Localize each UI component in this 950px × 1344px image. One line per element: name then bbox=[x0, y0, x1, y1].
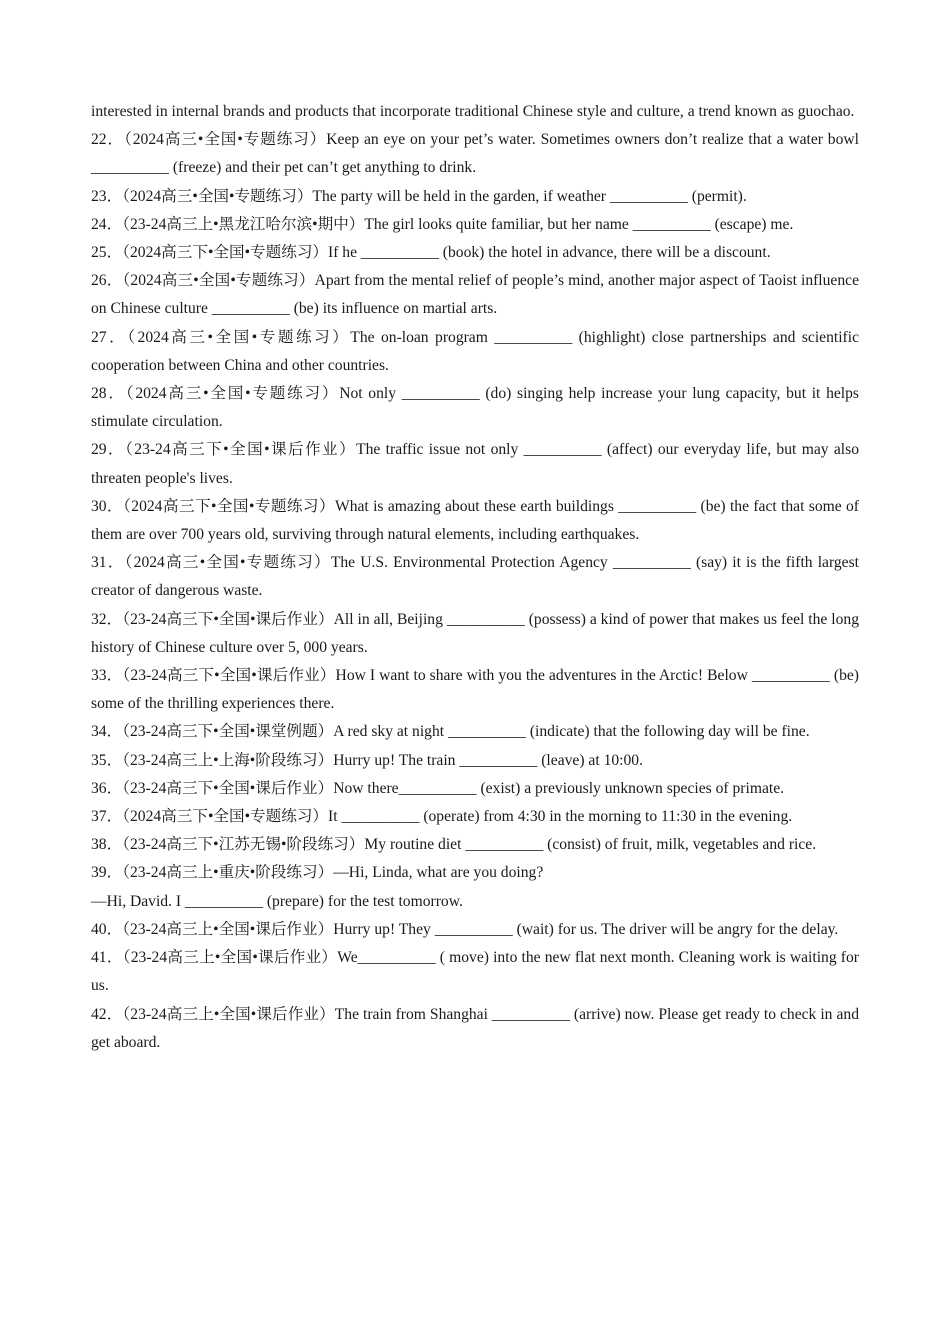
worksheet-page bbox=[91, 98, 859, 1057]
question-36: 36．（23-24高三下•全国•课后作业）Now there__________ (exist) a previously unknown species of primate. bbox=[91, 779, 785, 797]
question-38: 38．（23-24高三下•江苏无锡•阶段练习）My routine diet __________ (consist) of fruit, milk, vegetables and rice. bbox=[91, 836, 817, 854]
question-42: 42．（23-24高三上•全国•课后作业）The train from Shanghai __________ (arrive) now. Please get ready to check in and get aboard. bbox=[91, 1005, 859, 1051]
question-22: 22．（2024高三•全国•专题练习）Keep an eye on your pet’s water. Sometimes owners don’t realize that a water bowl __________ (freeze) and their pet can’t get anything to drink. bbox=[91, 131, 859, 177]
question-39: 39．（23-24高三上•重庆•阶段练习）—Hi, Linda, what are you doing? bbox=[91, 864, 544, 882]
question-40: 40．（23-24高三上•全国•课后作业）Hurry up! They __________ (wait) for us. The driver will be angry for the delay. bbox=[91, 920, 839, 938]
question-34: 34．（23-24高三下•全国•课堂例题）A red sky at night __________ (indicate) that the following day will be fine. bbox=[91, 723, 810, 741]
question-35: 35．（23-24高三上•上海•阶段练习）Hurry up! The train __________ (leave) at 10:00. bbox=[91, 751, 643, 769]
intro-paragraph: interested in internal brands and products that incorporate traditional Chinese style and culture, a trend known as guochao. bbox=[91, 103, 855, 120]
question-33: 33．（23-24高三下•全国•课后作业）How I want to share with you the adventures in the Arctic! Below __________ (be) some of the thrilling experiences there. bbox=[91, 667, 859, 713]
question-41: 41．（23-24高三上•全国•课后作业）We__________ ( move) into the new flat next month. Cleaning work is waiting for us. bbox=[91, 949, 859, 995]
question-39-reply: —Hi, David. I __________ (prepare) for the test tomorrow. bbox=[91, 892, 463, 910]
question-26: 26．（2024高三•全国•专题练习）Apart from the mental relief of people’s mind, another major aspect of Taoist influence on Chinese culture __________ (be) its influence on martial arts. bbox=[91, 272, 859, 318]
question-29: 29．（23-24高三下•全国•课后作业）The traffic issue not only __________ (affect) our everyday life, but may also threaten people's lives. bbox=[91, 441, 859, 487]
question-24: 24．（23-24高三上•黑龙江哈尔滨•期中）The girl looks quite familiar, but her name __________ (escape) me. bbox=[91, 215, 794, 233]
question-32: 32．（23-24高三下•全国•课后作业）All in all, Beijing __________ (possess) a kind of power that makes us feel the long history of Chinese culture over 5, 000 years. bbox=[91, 610, 859, 656]
question-30: 30．（2024高三下•全国•专题练习）What is amazing about these earth buildings __________ (be) the fact that some of them are over 700 years old, surviving through natural elements, including earthquakes. bbox=[91, 497, 859, 544]
question-37: 37．（2024高三下•全国•专题练习）It __________ (operate) from 4:30 in the morning to 11:30 in the evening. bbox=[91, 808, 793, 826]
question-25: 25．（2024高三下•全国•专题练习）If he __________ (book) the hotel in advance, there will be a discount. bbox=[91, 244, 771, 262]
question-28: 28．（2024高三•全国•专题练习）Not only __________ (do) singing help increase your lung capacity, but it helps stimulate circulation. bbox=[91, 385, 859, 431]
question-27: 27．（2024高三•全国•专题练习）The on-loan program __________ (highlight) close partnerships and scientific cooperation between China and other countries. bbox=[91, 328, 859, 374]
question-23: 23．（2024高三•全国•专题练习）The party will be held in the garden, if weather __________ (permit). bbox=[91, 187, 747, 205]
question-31: 31．（2024高三•全国•专题练习）The U.S. Environmental Protection Agency __________ (say) it is the fifth largest creator of dangerous waste. bbox=[91, 554, 859, 600]
